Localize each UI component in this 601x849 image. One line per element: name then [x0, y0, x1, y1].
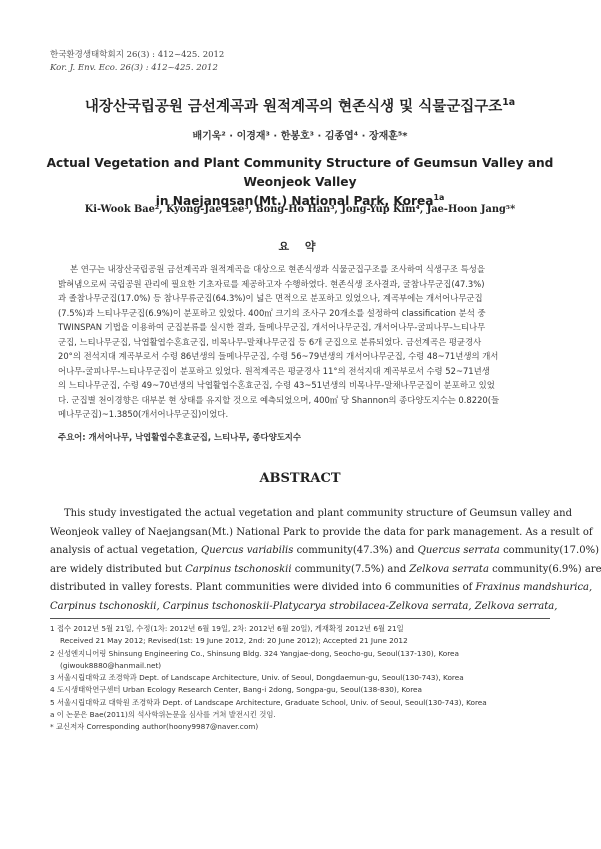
- abstract-line: [50, 579, 593, 598]
- korean-keywords: 주요어: 개서어나무, 낙엽활엽수혼효군집, 느티나무, 종다양도지수: [58, 432, 301, 442]
- abstract-text: community(6.9%) are: [488, 563, 601, 575]
- abstract-line: This study investigated the actual vegetation and plant community structure of Geumsun valley and: [64, 508, 572, 519]
- species-name: Carpinus tschonoskii, Carpinus tschonoskii-Platycarya strobilacea-Zelkova serrata, Zelkova serrata,: [50, 600, 558, 612]
- abstract-line: [50, 542, 599, 561]
- korean-abstract-line: 20°의 전석지대 계곡부로서 수령 86년생의 들메나무군집, 수령 56~79년생의 개서어나무군집, 수령 48~71년생의 개서: [58, 351, 499, 361]
- footnote: * 교신저자 Corresponding author(hoony9987@naver.com): [50, 722, 259, 732]
- abstract-heading: ABSTRACT: [259, 471, 341, 486]
- species-name: Quercus serrata: [417, 545, 500, 556]
- species-name: Zelkova serrata: [409, 563, 489, 575]
- footnotes: [50, 623, 560, 734]
- footnote: 3 서울시립대학교 조경학과 Dept. of Landscape Architecture, Univ. of Seoul, Dongdaemun-gu, Seoul(130-743), Korea: [50, 673, 464, 683]
- korean-abstract: [58, 262, 542, 422]
- journal-citation: [50, 49, 224, 75]
- footnote: 4 도시생태학연구센터 Urban Ecology Research Center, Bang-i 2dong, Songpa-gu, Seoul(138-830), Korea: [50, 685, 423, 695]
- footnote: a 이 논문은 Bae(2011)의 석사학위논문을 심사를 거쳐 발전시킨 것임.: [50, 710, 276, 720]
- korean-abstract-line: 다. 군집별 천이경향은 대부분 현 상태를 유지할 것으로 예측되었으며, 400㎡ 당 Shannon의 종다양도지수는 0.8220(들: [58, 394, 500, 405]
- footnote: 2 신성엔지니어링 Shinsung Engineering Co., Shinsung Bldg. 324 Yangjae-dong, Seocho-gu, Seoul(137-130), Korea: [50, 648, 460, 658]
- korean-abstract-line: (7.5%)과 느티나무군집(6.9%)이 분포하고 있었다. 400㎡ 크기의 조사구 20개소를 설정하여 classification 분석 중: [58, 307, 486, 318]
- abstract-text: distributed in valley forests. Plant communities were divided into 6 communities of: [50, 582, 476, 593]
- english-title-line-1: Actual Vegetation and Plant Community Structure of Geumsun Valley and Weonjeok Valley: [46, 156, 554, 189]
- species-name: Carpinus tschonoskii: [185, 563, 292, 575]
- species-name: Fraxinus mandshurica,: [475, 582, 593, 593]
- footnote: Received 21 May 2012; Revised(1st: 19 June 2012, 2nd: 20 June 2012); Accepted 21 June 2012: [60, 636, 408, 646]
- abstract-text: are widely distributed but: [50, 563, 186, 575]
- korean-abstract-line: 본 연구는 내장산국립공원 금선계곡과 원적계곡을 대상으로 현존식생과 식물군집구조를 조사하여 식생구조 특성을: [70, 264, 485, 274]
- abstract-text: community(17.0%): [499, 545, 599, 556]
- abstract-line: [50, 598, 558, 617]
- english-title: [40, 154, 560, 211]
- korean-abstract-line: 어나무-굴피나무-느티나무군집이 분포하고 있었다. 원적계곡은 평균경사 11°의 전석지대 계곡부로서 수령 52~71년생: [58, 365, 490, 376]
- abstract-line: [50, 561, 601, 580]
- abstract-text: community(7.5%) and: [291, 563, 410, 575]
- korean-abstract-line: 밝혀냄으로써 국립공원 관리에 필요한 기초자료를 제공하고자 수행하였다. 현존식생 조사결과, 굴참나무군집(47.3%): [58, 278, 485, 289]
- korean-abstract-heading: 요 약: [278, 240, 322, 253]
- footnote: (giwouk8880@hanmail.net): [60, 660, 162, 670]
- english-abstract: [50, 505, 601, 616]
- korean-authors: 배기욱² · 이경재³ · 한봉호³ · 김종엽⁴ · 장재훈⁵*: [192, 131, 408, 142]
- korean-abstract-line: 과 졸참나무군집(17.0%) 등 참나무류군집(64.3%)이 넓은 면적으로 분포하고 있었으나, 계곡부에는 개서어나무군집: [58, 293, 483, 303]
- journal-citation-en: Kor. J. Env. Eco. 26(3) : 412~425. 2012: [50, 63, 218, 73]
- korean-abstract-line: TWINSPAN 기법을 이용하여 군집분류를 실시한 결과, 들메나무군집, 개서어나무군집, 개서어나무-굴피나무-느티나무: [58, 322, 486, 332]
- species-name: Quercus variabilis: [201, 545, 294, 556]
- korean-title-text: 내장산국립공원 금선계곡과 원적계곡의 현존식생 및 식물군집구조: [84, 99, 503, 115]
- abstract-line: Weonjeok valley of Naejangsan(Mt.) National Park to provide the data for park management. As a result of: [50, 526, 593, 538]
- korean-abstract-line: 의 느티나무군집, 수령 49~70년생의 낙엽활엽수혼효군집, 수령 43~51년생의 비목나무-말채나무군집이 분포하고 있었: [58, 380, 495, 390]
- english-title-line-2: in Naejangsan(Mt.) National Park, Korea: [155, 194, 434, 208]
- korean-title: [40, 95, 560, 116]
- abstract-text: community(47.3%) and: [293, 545, 418, 556]
- footnote: 5 서울시립대학교 대학원 조경학과 Dept. of Landscape Architecture, Graduate School, Univ. of Seoul, Seoul(130-743), Korea: [50, 697, 487, 707]
- korean-abstract-line: 메나무군집)~1.3850(개서어나무군집)이었다.: [58, 409, 229, 419]
- english-authors: Ki-Wook Bae², Kyong-Jae Lee³, Bong-Ho Han³, Jong-Yup Kim⁴, Jae-Hoon Jang⁵*: [84, 204, 516, 215]
- korean-title-footnote-mark: 1a: [502, 97, 516, 109]
- english-title-footnote-mark: 1a: [433, 192, 445, 202]
- journal-citation-kr: 한국환경생태학회지 26(3) : 412~425. 2012: [50, 50, 225, 60]
- abstract-text: analysis of actual vegetation,: [50, 545, 202, 556]
- footnote: 1 접수 2012년 5월 21일, 수정(1차: 2012년 6월 19일, 2차: 2012년 6월 20일), 게재확정 2012년 6월 21일: [50, 624, 404, 633]
- footnote-divider: [50, 618, 550, 619]
- korean-abstract-line: 군집, 느티나무군집, 낙엽활엽수혼효군집, 비목나무-말채나무군집 등 6개 군집으로 분류되었다. 금선계곡은 평균경사: [58, 336, 482, 347]
